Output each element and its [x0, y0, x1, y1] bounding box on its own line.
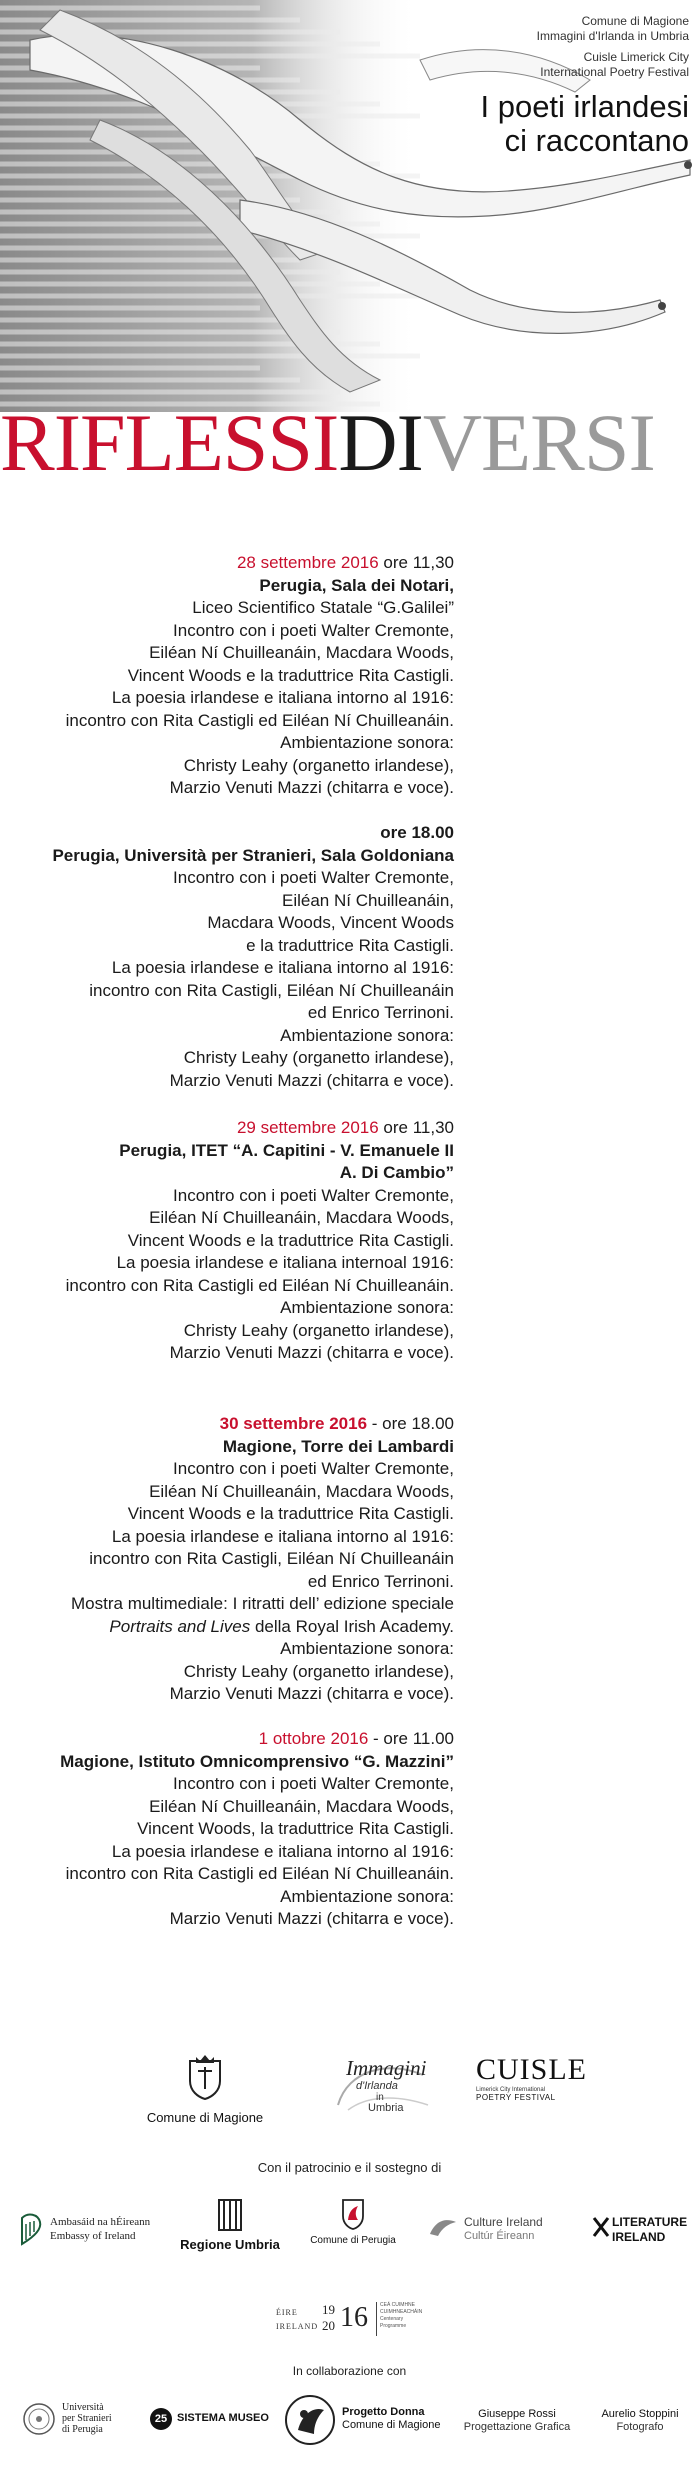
culture-ireland-en: Culture Ireland: [464, 2215, 543, 2229]
event-text-segment: Magione, Istituto Omnicomprensivo “G. Mazzini”: [60, 1751, 454, 1771]
event-line: [52, 1025, 454, 1048]
event-text-segment: Ambientazione sonora:: [280, 1025, 454, 1045]
divider: [376, 2302, 377, 2336]
event-text-segment: Vincent Woods e la traduttrice Rita Castigli.: [127, 1230, 454, 1250]
progetto-donna-text: Progetto Donna Comune di Magione: [342, 2406, 441, 2431]
logo-embassy-ireland: [18, 2210, 168, 2250]
event-line: [52, 845, 454, 868]
event-text-segment: incontro con Rita Castigli ed Eiléan Ní Chuilleanáin.: [65, 1864, 454, 1883]
event-line: [66, 620, 454, 643]
event-line: [52, 867, 454, 890]
culture-ireland-mark-icon: [428, 2216, 458, 2238]
logo-progetto-donna: [284, 2394, 441, 2446]
event-line: [66, 552, 454, 575]
logo-ireland-2016: [276, 2300, 426, 2340]
event-line: [66, 755, 454, 778]
sistema-museo-label: SISTEMA MUSEO: [177, 2412, 269, 2424]
brand-part-di: DI: [338, 397, 423, 488]
event-text-segment: Incontro con i poeti Walter Cremonte,: [173, 620, 454, 640]
museo-badge-icon: 25: [150, 2408, 172, 2430]
org-line: Immagini d'Irlanda in Umbria: [536, 29, 689, 43]
unistra-text: Università per Stranieri di Perugia: [62, 2402, 112, 2435]
event-line: [60, 1773, 454, 1796]
event-text-segment: Eiléan Ní Chuilleanáin, Macdara Woods,: [149, 1796, 454, 1816]
event-text-segment: - ore 11.00: [368, 1729, 454, 1748]
collab-label: In collaborazione con: [292, 2364, 407, 2378]
org-line: Cuisle Limerick City: [583, 50, 689, 64]
event-line: [52, 890, 454, 913]
event-text-segment: incontro con Rita Castigli ed Eiléan Ní Chuilleanáin.: [65, 710, 454, 730]
event-text-segment: ore 11,30: [378, 553, 454, 572]
event-text-segment: incontro con Rita Castigli ed Eiléan Ní Chuilleanáin.: [65, 1275, 454, 1295]
event-text-segment: ed Enrico Terrinoni.: [307, 1003, 454, 1022]
event-line: [66, 1252, 454, 1275]
event-block: [60, 1728, 454, 1931]
event-line: [71, 1413, 454, 1436]
event-block: [71, 1413, 454, 1706]
logo-unistra-perugia: [22, 2400, 122, 2442]
event-text-segment: Marzio Venuti Mazzi (chitarra e voce).: [169, 1684, 454, 1703]
event-text-segment: Christy Leahy (organetto irlandese),: [183, 1048, 454, 1067]
event-line: [66, 575, 454, 598]
event-text-segment: La poesia irlandese e italiana intorno al 1916:: [111, 688, 454, 707]
headline: [480, 90, 689, 158]
org-line: Comune di Magione: [581, 14, 689, 28]
event-line: [52, 1047, 454, 1070]
event-line: [66, 1275, 454, 1298]
harp-icon: [18, 2212, 44, 2246]
regione-umbria-label: Regione Umbria: [180, 2237, 280, 2252]
event-text-segment: ed Enrico Terrinoni.: [307, 1571, 454, 1591]
event-text-segment: 29 settembre 2016: [236, 1118, 379, 1137]
event-text-segment: incontro con Rita Castigli, Eiléan Ní Chuilleanáin: [89, 1549, 454, 1568]
embassy-english: Embassy of Ireland: [50, 2230, 136, 2242]
headline-line-2: ci raccontano: [504, 123, 689, 158]
event-text-segment: Incontro con i poeti Walter Cremonte,: [173, 868, 454, 887]
event-text-segment: Ambientazione sonora:: [280, 733, 454, 752]
brand-part-versi: VERSI: [422, 397, 655, 488]
event-line: [60, 1841, 454, 1864]
event-line: [66, 777, 454, 800]
event-line: [66, 1320, 454, 1343]
event-text-segment: Marzio Venuti Mazzi (chitarra e voce).: [169, 1343, 454, 1362]
event-line: [52, 912, 454, 935]
event-line: [52, 980, 454, 1003]
event-text-segment: Marzio Venuti Mazzi (chitarra e voce).: [169, 1070, 454, 1090]
logo-comune-perugia: [308, 2196, 398, 2246]
event-line: [52, 957, 454, 980]
event-line: [71, 1593, 454, 1616]
event-text-segment: Ambientazione sonora:: [280, 1639, 454, 1658]
event-text-segment: Portraits and Lives: [109, 1616, 251, 1636]
event-line: [52, 1070, 454, 1093]
event-line: [60, 1818, 454, 1841]
ireland-word: IRELAND: [612, 2230, 666, 2244]
year-19: 19: [322, 2302, 335, 2317]
organizer-block: [537, 14, 689, 80]
event-line: [71, 1571, 454, 1594]
eire-word: ÉIRE: [276, 2308, 298, 2317]
event-line: [52, 1002, 454, 1025]
event-text-segment: Christy Leahy (organetto irlandese),: [183, 1320, 454, 1340]
logo-immagini-irlanda: [328, 2050, 438, 2120]
event-text-segment: Vincent Woods e la traduttrice Rita Castigli.: [127, 665, 454, 685]
event-text-segment: ore 11,30: [378, 1118, 454, 1137]
event-text-segment: La poesia irlandese e italiana intorno al 1916:: [111, 1526, 454, 1546]
event-text-segment: Christy Leahy (organetto irlandese),: [183, 1661, 454, 1681]
event-line: [66, 687, 454, 710]
griffin-crest-icon: [340, 2196, 366, 2230]
immagini-word: Immagini: [346, 2056, 427, 2080]
event-text-segment: La poesia irlandese e italiana internoal 1916:: [116, 1253, 454, 1272]
event-text-segment: Eiléan Ní Chuilleanáin, Macdara Woods,: [149, 643, 454, 662]
year-16: 16: [340, 2302, 368, 2333]
event-line: [71, 1458, 454, 1481]
university-seal-icon: [22, 2402, 56, 2436]
event-block: [66, 1117, 454, 1365]
patronage-label: Con il patrocinio e il sostegno di: [257, 2160, 442, 2175]
event-text-segment: Magione, Torre dei Lambardi: [222, 1436, 454, 1456]
brand-title: [0, 397, 699, 488]
event-line: [66, 597, 454, 620]
event-text-segment: Vincent Woods e la traduttrice Rita Castigli.: [127, 1504, 454, 1523]
event-text-segment: Perugia, ITET “A. Capitini - V. Emanuele II: [119, 1140, 454, 1160]
event-text-segment: Christy Leahy (organetto irlandese),: [183, 755, 454, 775]
culture-ireland-ga: Cultúr Éireann: [464, 2230, 535, 2242]
event-block: [52, 822, 454, 1092]
event-line: [60, 1751, 454, 1774]
event-line: [60, 1728, 454, 1751]
event-text-segment: Mostra multimediale: I ritratti dell’ edizione speciale: [71, 1594, 454, 1613]
event-line: [60, 1886, 454, 1909]
event-text-segment: La poesia irlandese e italiana intorno al 1916:: [111, 958, 454, 977]
event-text-segment: ore 18.00: [380, 823, 454, 842]
irlanda-word: d'Irlanda: [356, 2080, 398, 2092]
event-text-segment: 28 settembre 2016: [236, 553, 379, 572]
event-line: [71, 1616, 454, 1639]
event-line: [60, 1796, 454, 1819]
event-text-segment: Vincent Woods, la traduttrice Rita Castigli.: [137, 1819, 454, 1838]
logo-literature-ireland: [592, 2212, 692, 2252]
logo-regione-umbria: [180, 2198, 280, 2252]
event-line: [71, 1683, 454, 1706]
event-text-segment: e la traduttrice Rita Castigli.: [246, 935, 454, 955]
event-line: [71, 1548, 454, 1571]
event-text-segment: Eiléan Ní Chuilleanáin, Macdara Woods,: [149, 1208, 454, 1227]
brand-part-riflessi: RIFLESSI: [0, 397, 339, 488]
event-line: [71, 1661, 454, 1684]
umbria-emblem-icon: [217, 2198, 243, 2232]
event-text-segment: Incontro con i poeti Walter Cremonte,: [173, 1774, 454, 1793]
event-text-segment: Incontro con i poeti Walter Cremonte,: [173, 1185, 454, 1205]
headline-line-1: I poeti irlandesi: [480, 89, 689, 124]
literature-x-icon: [592, 2216, 610, 2238]
event-line: [66, 1342, 454, 1365]
cuisle-sub: Limerick City International: [476, 2087, 546, 2093]
umbria-word: Umbria: [368, 2102, 404, 2114]
crest-icon: [186, 2055, 224, 2101]
event-line: [60, 1863, 454, 1886]
event-line: [60, 1908, 454, 1931]
event-text-segment: Perugia, Università per Stranieri, Sala Goldoniana: [52, 845, 454, 865]
event-text-segment: A. Di Cambio”: [339, 1163, 454, 1182]
comune-perugia-label: Comune di Perugia: [310, 2235, 396, 2246]
event-line: [66, 1230, 454, 1253]
event-line: [71, 1638, 454, 1661]
logo-cuisle: [476, 2053, 587, 2102]
event-line: [66, 710, 454, 733]
centenary-caption: CEÁ CUIMHNE CUIMHNEACHÁIN Centenary Programme: [380, 2302, 423, 2329]
event-line: [66, 665, 454, 688]
event-line: [71, 1526, 454, 1549]
ireland-word-centenary: IRELAND: [276, 2322, 319, 2331]
event-text-segment: Ambientazione sonora:: [280, 1886, 454, 1906]
year-20: 20: [322, 2318, 335, 2333]
event-line: [66, 1185, 454, 1208]
event-text-segment: - ore 18.00: [367, 1414, 454, 1433]
event-text-segment: Eiléan Ní Chuilleanáin,: [282, 890, 454, 910]
event-line: [66, 1117, 454, 1140]
event-line: [71, 1481, 454, 1504]
literature-word: LITERATURE: [612, 2215, 688, 2229]
event-line: [52, 822, 454, 845]
org-line: International Poetry Festival: [540, 65, 689, 79]
event-block: [66, 552, 454, 800]
event-line: [52, 935, 454, 958]
event-text-segment: 1 ottobre 2016: [258, 1729, 369, 1748]
event-line: [66, 1207, 454, 1230]
embassy-irish: Ambasáid na hÉireann: [50, 2216, 151, 2228]
event-line: [71, 1503, 454, 1526]
logo-culture-ireland: [428, 2212, 578, 2252]
event-text-segment: Marzio Venuti Mazzi (chitarra e voce).: [169, 1909, 454, 1928]
event-text-segment: Incontro con i poeti Walter Cremonte,: [173, 1459, 454, 1478]
progetto-donna-seal-icon: [284, 2394, 336, 2446]
event-line: [66, 732, 454, 755]
logo-sistema-museo: [150, 2408, 270, 2438]
event-text-segment: della Royal Irish Academy.: [250, 1616, 454, 1636]
event-line: [66, 642, 454, 665]
in-word: in: [376, 2092, 384, 2103]
event-line: [66, 1297, 454, 1320]
event-text-segment: Marzio Venuti Mazzi (chitarra e voce).: [169, 778, 454, 797]
event-text-segment: 30 settembre 2016: [219, 1414, 368, 1433]
event-line: [71, 1436, 454, 1459]
comune-magione-label: Comune di Magione: [146, 2110, 264, 2125]
event-text-segment: incontro con Rita Castigli, Eiléan Ní Chuilleanáin: [89, 980, 454, 1000]
logo-comune-magione: [145, 2055, 265, 2125]
event-text-segment: Liceo Scientifico Statale “G.Galilei”: [192, 598, 454, 617]
event-line: [66, 1162, 454, 1185]
event-text-segment: Ambientazione sonora:: [280, 1298, 454, 1317]
event-text-segment: La poesia irlandese e italiana intorno al 1916:: [111, 1841, 454, 1861]
event-text-segment: Eiléan Ní Chuilleanáin, Macdara Woods,: [149, 1481, 454, 1501]
cuisle-word: CUISLE: [476, 2053, 587, 2086]
event-text-segment: Perugia, Sala dei Notari,: [259, 575, 454, 595]
event-line: [66, 1140, 454, 1163]
cuisle-festival: POETRY FESTIVAL: [476, 2093, 556, 2102]
credit-graphic-design: Giuseppe Rossi Progettazione Grafica: [463, 2408, 571, 2433]
credit-photographer: Aurelio Stoppini Fotografo: [601, 2408, 679, 2433]
event-text-segment: Macdara Woods, Vincent Woods: [207, 913, 454, 932]
